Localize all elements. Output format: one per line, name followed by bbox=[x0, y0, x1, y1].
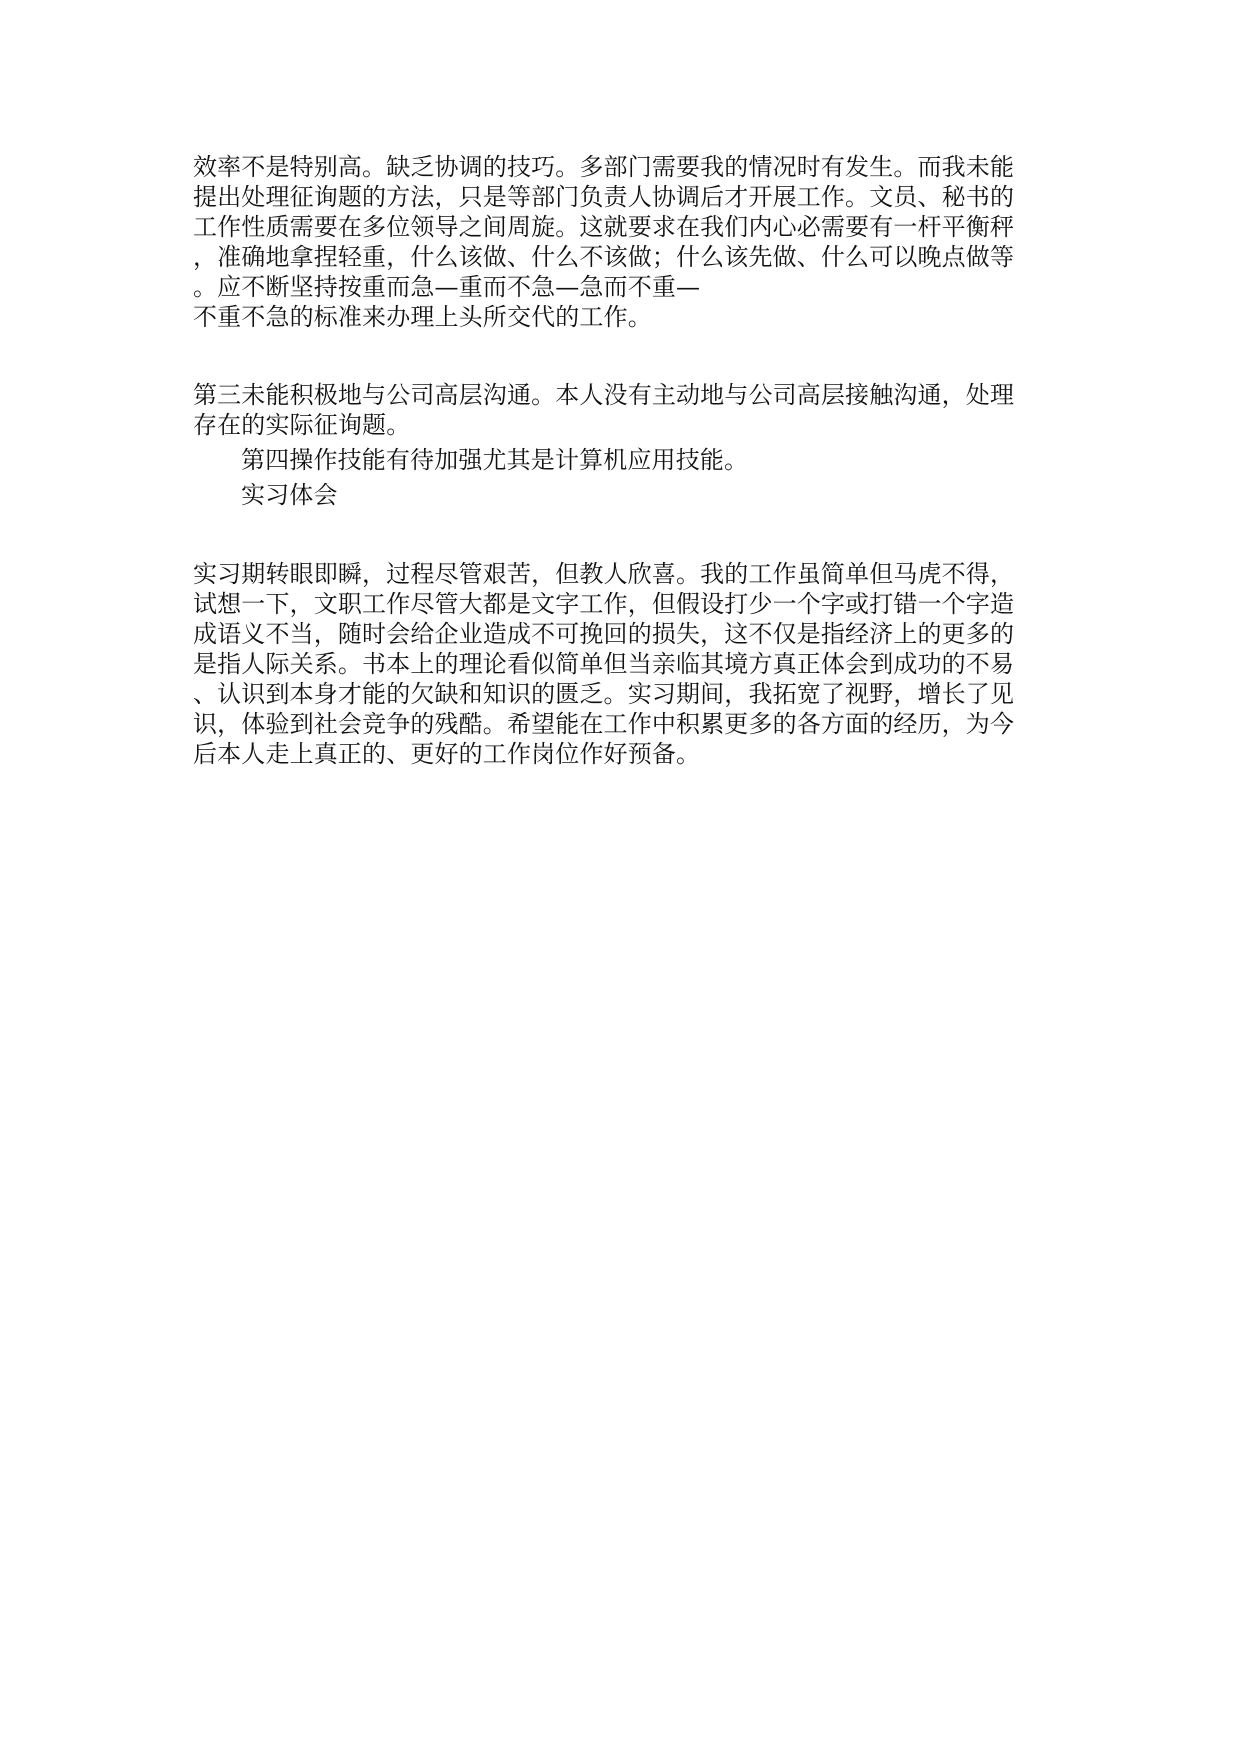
paragraph-4-line-7: 后本人走上真正的、更好的工作岗位作好预备。 bbox=[193, 740, 701, 768]
paragraph-4-line-4: 是指人际关系。书本上的理论看似简单但当亲临其境方真正体会到成功的不易 bbox=[193, 650, 1015, 678]
paragraph-4-line-1: 实习期转眼即瞬，过程尽管艰苦，但教人欣喜。我的工作虽简单但马虎不得， bbox=[193, 560, 1015, 588]
paragraph-4-line-6: 识，体验到社会竞争的残酷。希望能在工作中积累更多的各方面的经历，为今 bbox=[193, 710, 1015, 738]
paragraph-4-line-5: 、认识到本身才能的欠缺和知识的匮乏。实习期间，我拓宽了视野，增长了见 bbox=[193, 680, 1015, 708]
paragraph-2-line-2: 存在的实际征询题。 bbox=[193, 411, 411, 439]
paragraph-4-line-2: 试想一下，文职工作尽管大都是文字工作，但假设打少一个字或打错一个字造 bbox=[193, 590, 1015, 618]
paragraph-4-line-3: 成语义不当，随时会给企业造成不可挽回的损失，这不仅是指经济上的更多的 bbox=[193, 620, 1015, 648]
section-heading: 实习体会 bbox=[241, 481, 338, 509]
paragraph-1-line-4: ，准确地拿捏轻重，什么该做、什么不该做；什么该先做、什么可以晚点做等 bbox=[193, 243, 1015, 271]
paragraph-2-line-1: 第三未能积极地与公司高层沟通。本人没有主动地与公司高层接触沟通，处理 bbox=[193, 381, 1015, 409]
paragraph-1-line-3: 工作性质需要在多位领导之间周旋。这就要求在我们内心必需要有一杆平衡秤 bbox=[193, 213, 1015, 241]
paragraph-3-line-1: 第四操作技能有待加强尤其是计算机应用技能。 bbox=[241, 446, 749, 474]
paragraph-1-line-2: 提出处理征询题的方法，只是等部门负责人协调后才开展工作。文员、秘书的 bbox=[193, 183, 1015, 211]
paragraph-1-line-1: 效率不是特别高。缺乏协调的技巧。多部门需要我的情况时有发生。而我未能 bbox=[193, 153, 1015, 181]
paragraph-1-line-5: 。应不断坚持按重而急—重而不急—急而不重— bbox=[193, 273, 701, 301]
paragraph-1-line-6: 不重不急的标准来办理上头所交代的工作。 bbox=[193, 303, 652, 331]
